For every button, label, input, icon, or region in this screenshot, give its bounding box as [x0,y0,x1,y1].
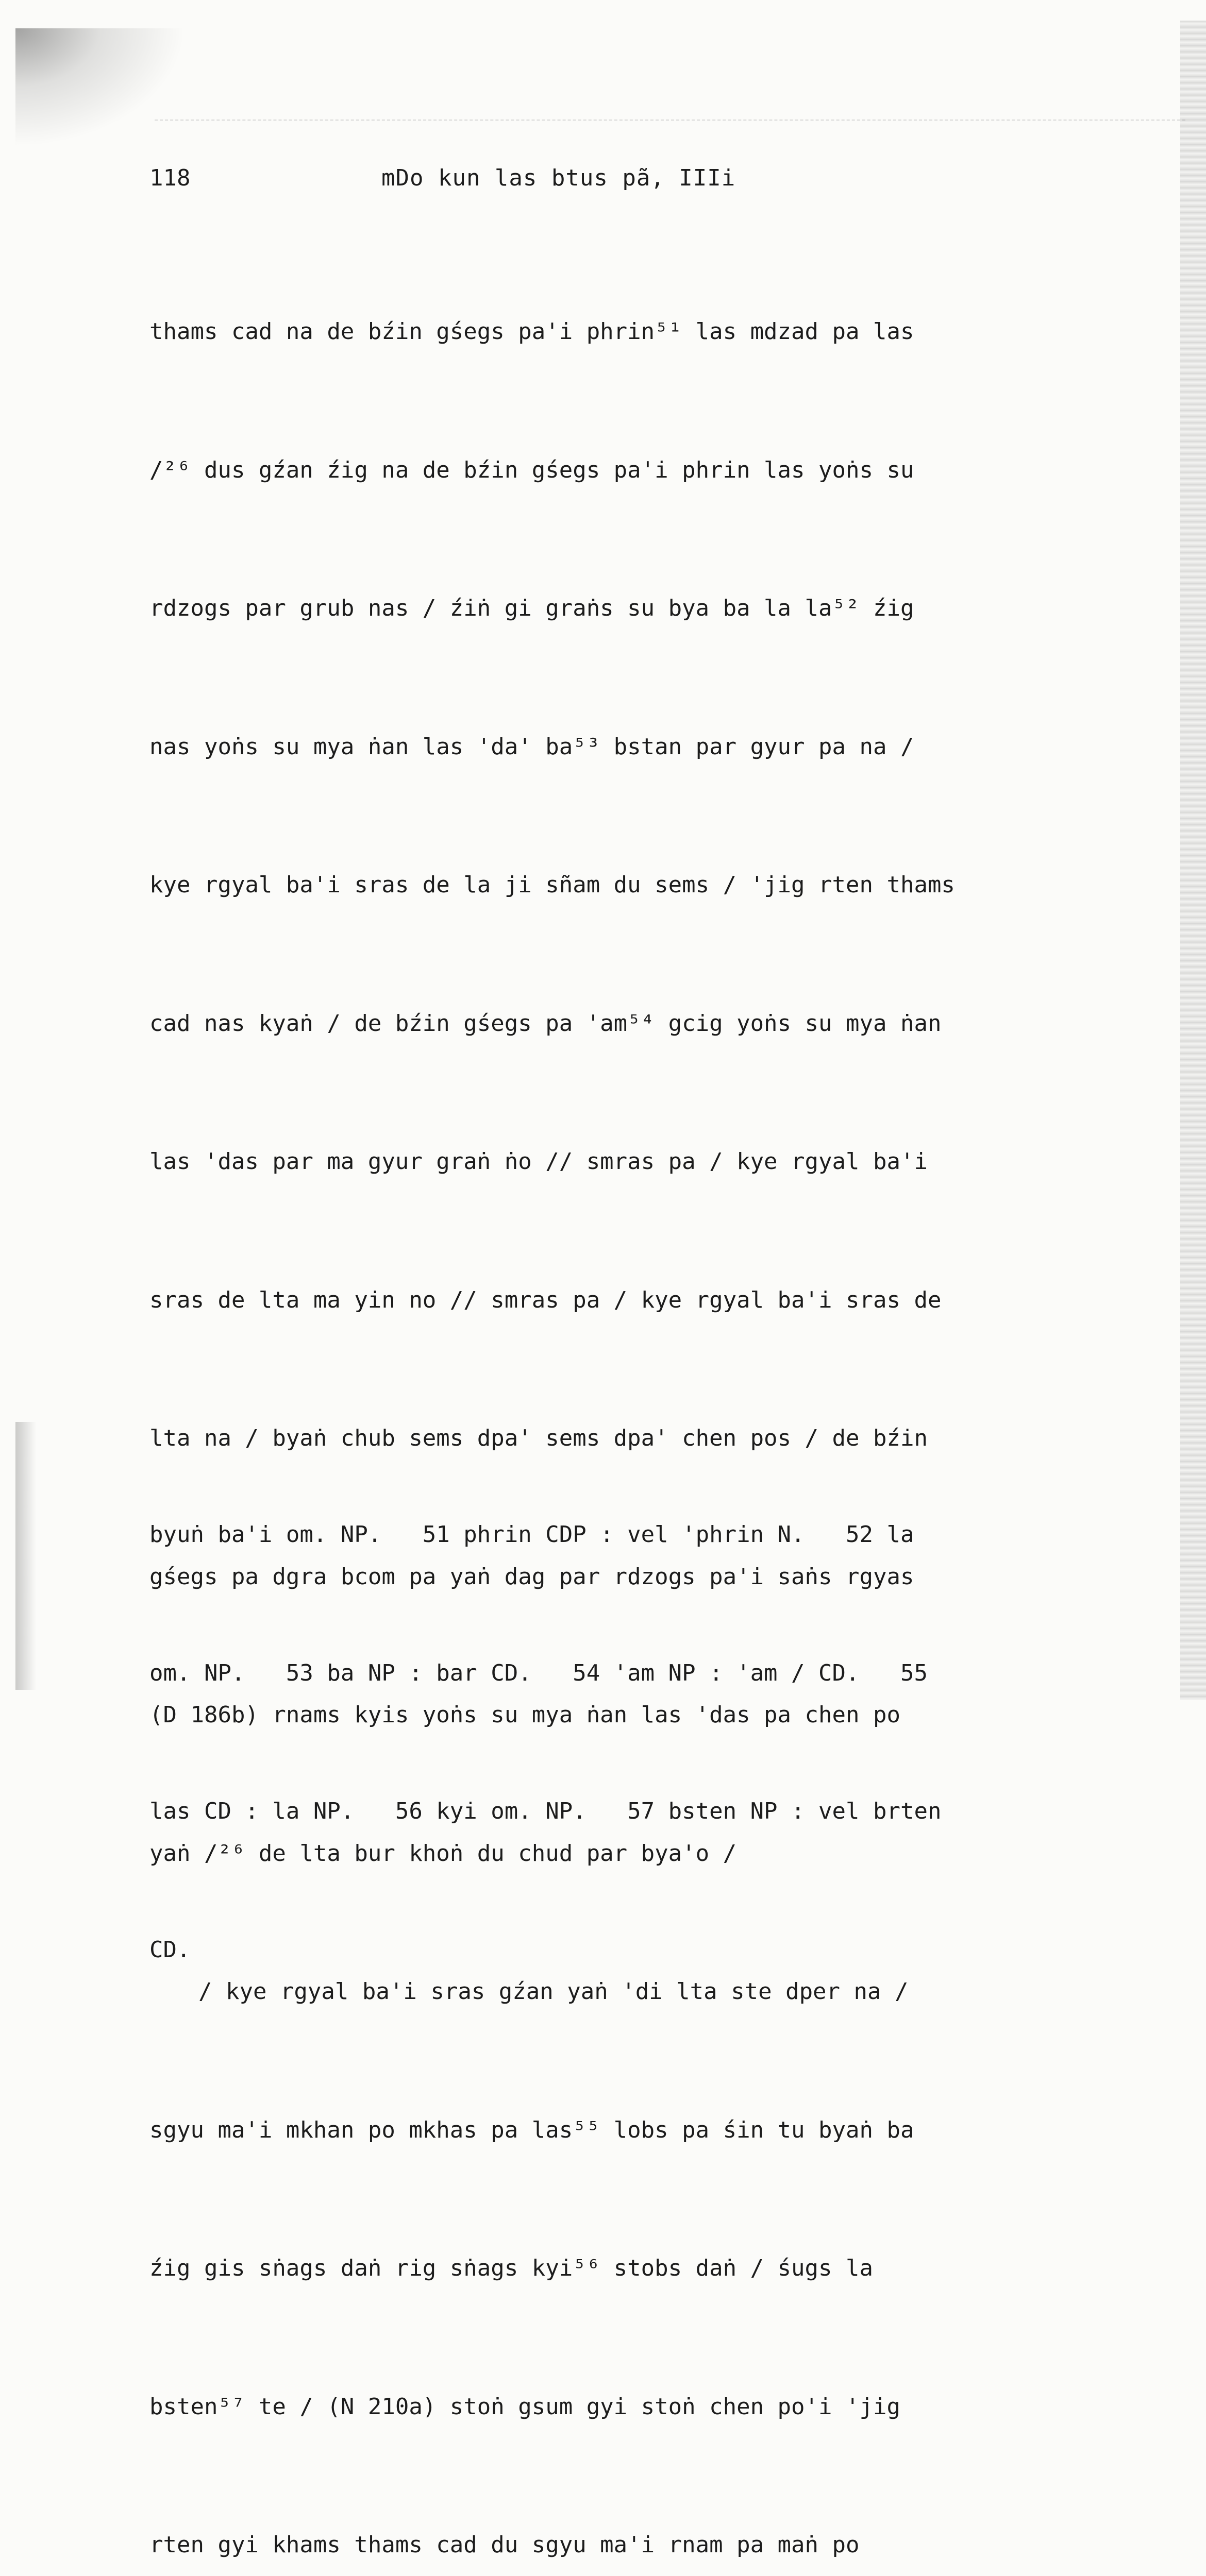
footnote-line: om. NP. 53 ba NP : bar CD. 54 'am NP : 'am / CD. 55 [149,1659,928,1686]
text-line: cad nas kyaṅ / de bźin gśegs pa 'am⁵⁴ gcig yoṅs su mya ṅan [149,1010,942,1037]
scan-shadow-corner [15,28,186,147]
text-line: kye rgyal ba'i sras de la ji sñam du sems / 'jig rten thams [149,872,955,898]
main-text [149,216,1103,2576]
text-line: rdzogs par grub nas / źiṅ gi graṅs su bya ba la la⁵² źig [149,595,914,621]
text-line: nas yoṅs su mya ṅan las 'da' ba⁵³ bstan par gyur pa na / [149,733,914,760]
text-line: lta na / byaṅ chub sems dpa' sems dpa' chen pos / de bźin [149,1425,928,1451]
text-line: / kye rgyal ba'i sras gźan yaṅ 'di lta ste dper na / [198,1978,909,2005]
scan-shadow-left-edge [15,1422,36,1690]
text-line: bsten⁵⁷ te / (N 210a) stoṅ gsum gyi stoṅ chen po'i 'jig [149,2393,900,2420]
footnote-line: byuṅ ba'i om. NP. 51 phrin CDP : vel 'phrin N. 52 la [149,1521,914,1548]
page-header [149,165,1077,206]
text-line: źig gis sṅags daṅ rig sṅags kyi⁵⁶ stobs daṅ / śugs la [149,2255,873,2281]
text-line: sras de lta ma yin no // smras pa / kye rgyal ba'i sras de [149,1286,942,1313]
footnote-line: CD. [149,1936,191,1963]
text-line: (D 186b) rnams kyis yoṅs su mya ṅan las 'das pa chen po [149,1702,900,1728]
scan-shadow-right-edge [1180,21,1206,1700]
text-line: thams cad na de bźin gśegs pa'i phrin⁵¹ las mdzad pa las [149,318,914,345]
text-line: yaṅ /²⁶ de lta bur khoṅ du chud par bya'o / [149,1840,737,1867]
text-line: rten gyi khams thams cad du sgyu ma'i rnam pa maṅ po [149,2532,860,2558]
footnotes [149,1419,1103,2065]
footnote-line: las CD : la NP. 56 kyi om. NP. 57 bsten NP : vel brten [149,1798,942,1824]
text-line: /²⁶ dus gźan źig na de bźin gśegs pa'i phrin las yoṅs su [149,456,914,483]
running-title: mDo kun las btus pã, IIIi [381,165,736,191]
text-line: sgyu ma'i mkhan po mkhas pa las⁵⁵ lobs pa śin tu byaṅ ba [149,2116,914,2143]
scan-fold-line [155,120,1185,121]
page-number: 118 [149,165,191,191]
text-line: gśegs pa dgra bcom pa yaṅ dag par rdzogs pa'i saṅs rgyas [149,1563,914,1590]
text-line: las 'das par ma gyur graṅ ṅo // smras pa / kye rgyal ba'i [149,1148,928,1175]
